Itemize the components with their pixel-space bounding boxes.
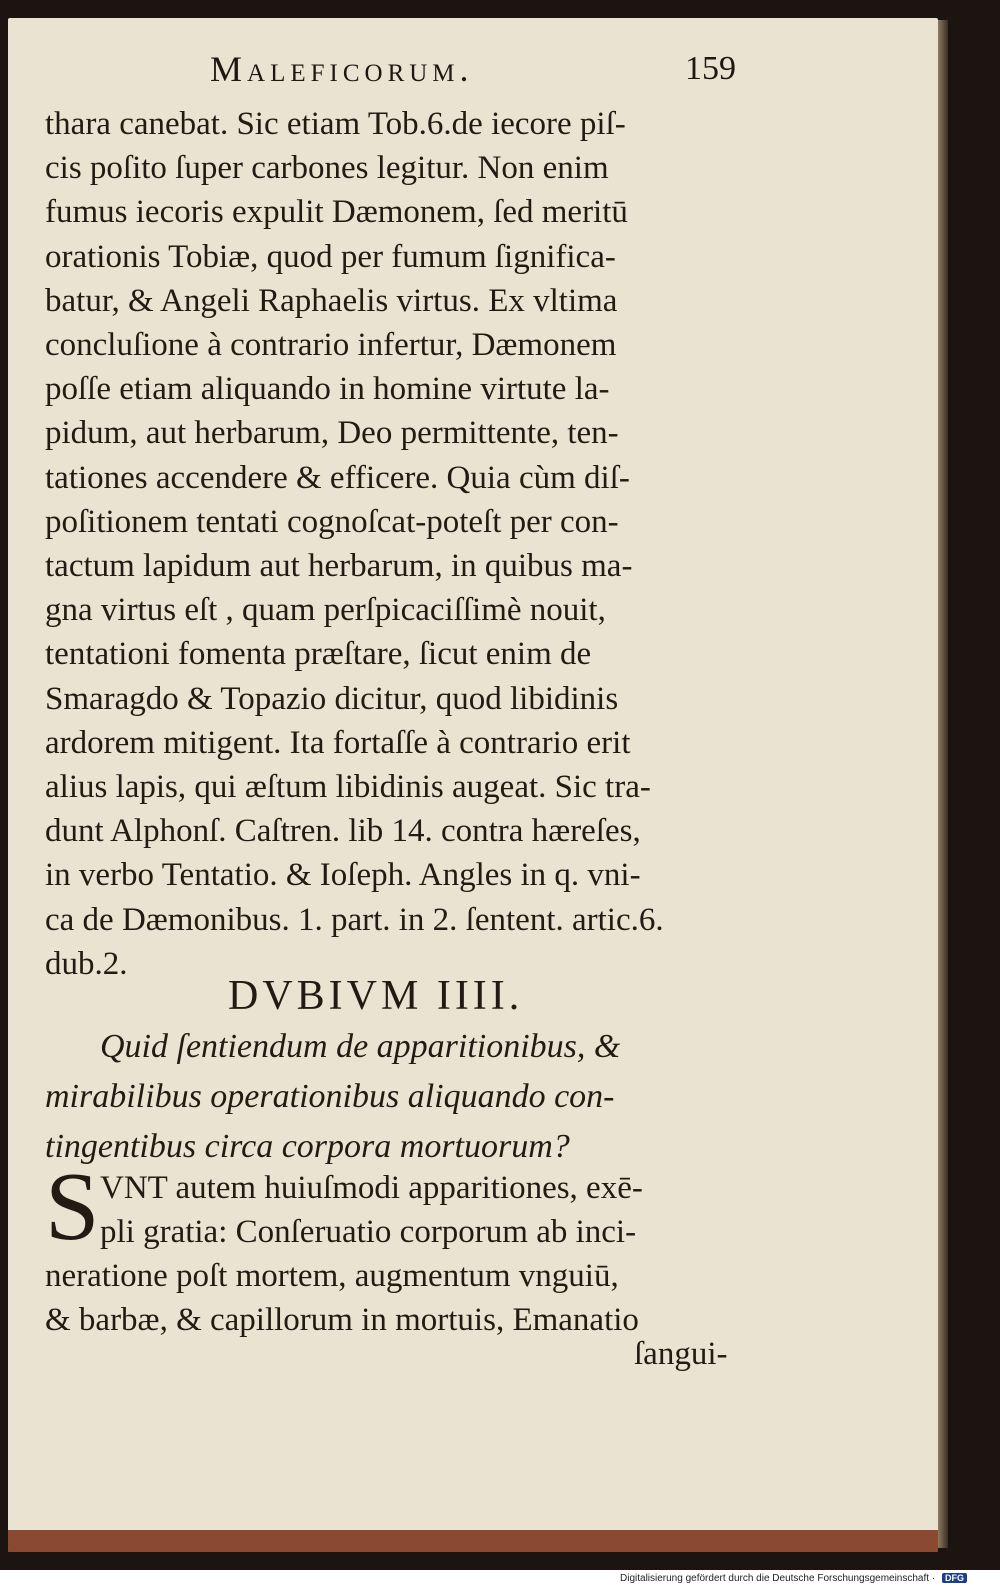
text-line: tactum lapidum aut herbarum, in quibus ma- [45, 548, 633, 585]
text-line: dub.2. [45, 945, 128, 982]
text-line: batur, & Angeli Raphaelis virtus. Ex vltima [45, 282, 618, 319]
dfg-logo: DFG [942, 1573, 967, 1583]
page-number: 159 [685, 50, 736, 87]
credit-text: Digitalisierung gefördert durch die Deutsche Forschungsgemeinschaft · [620, 1573, 936, 1584]
text-line: poſitionem tentati cognoſcat-poteſt per con- [45, 503, 619, 540]
text-line: alius lapis, qui æſtum libidinis augeat. Sic tra- [45, 769, 651, 806]
digitization-credit [620, 1573, 967, 1584]
page-bottom-edge [8, 1530, 938, 1552]
section-paragraph [45, 1153, 745, 1342]
text-line: in verbo Tentatio. & Ioſeph. Angles in q. vni- [45, 857, 641, 894]
text-line: gna virtus eſt , quam perſpicaciſſimè nouit, [45, 592, 606, 629]
text-line: ardorem mitigent. Ita fortaſſe à contrario erit [45, 724, 631, 761]
section-question [45, 1022, 745, 1172]
text-line: neratione poſt mortem, augmentum vnguiū, [45, 1258, 619, 1294]
text-line: & barbæ, & capillorum in mortuis, Emanatio [45, 1302, 639, 1338]
text-line: cis poſito ſuper carbones legitur. Non enim [45, 150, 609, 187]
body-text [45, 102, 745, 986]
catchword: ſangui- [634, 1336, 728, 1372]
text-line: pidum, aut herbarum, Deo permittente, ten- [45, 415, 619, 452]
drop-cap: S [45, 1153, 100, 1261]
page-edge [938, 20, 948, 1548]
text-line: concluſione à contrario infertur, Dæmonem [45, 327, 617, 364]
text-line: Smaragdo & Topazio dicitur, quod libidinis [45, 680, 619, 717]
text-line: tingentibus circa corpora mortuorum? [45, 1128, 570, 1165]
text-line: tentationi fomenta præſtare, ſicut enim de [45, 636, 592, 673]
text-line: thara canebat. Sic etiam Tob.6.de iecore piſ- [45, 106, 626, 142]
section-heading: DVBIVM IIII. [228, 973, 524, 1019]
running-head: Maleficorum. [210, 49, 474, 89]
text-line: poſſe etiam aliquando in homine virtute la- [45, 371, 610, 408]
text-line: orationis Tobiæ, quod per fumum ſignifica- [45, 238, 616, 275]
text-line: dunt Alphonſ. Caſtren. lib 14. contra hæreſes, [45, 813, 641, 850]
text-line: mirabilibus operationibus aliquando con- [45, 1078, 615, 1115]
text-line: Quid ſentiendum de apparitionibus, & [100, 1028, 621, 1065]
text-line: pli gratia: Conſeruatio corporum ab inci- [100, 1214, 637, 1250]
text-line: tationes accendere & efficere. Quia cùm diſ- [45, 459, 630, 496]
text-line: ca de Dæmonibus. 1. part. in 2. ſentent. artic.6. [45, 901, 664, 938]
text-line: fumus iecoris expulit Dæmonem, ſed meritū [45, 194, 628, 231]
text-line: VNT autem huiuſmodi apparitiones, exē- [100, 1170, 643, 1206]
